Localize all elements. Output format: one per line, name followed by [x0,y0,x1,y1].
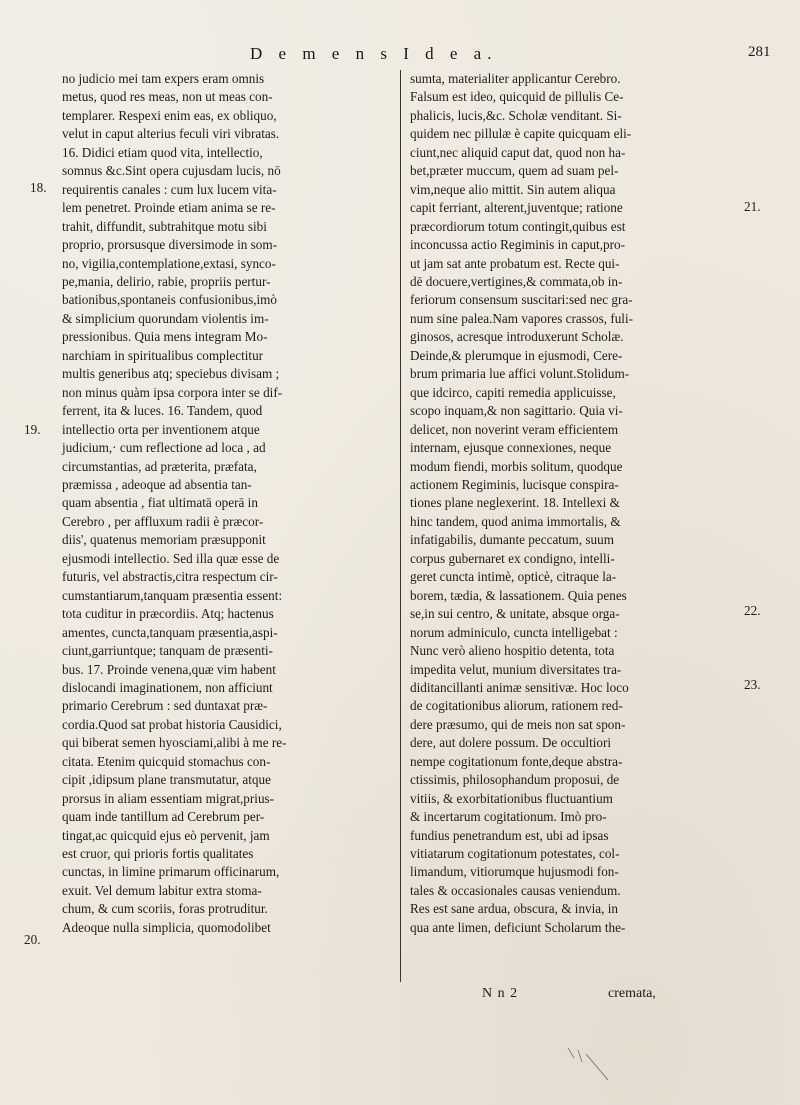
text-line: ejusmodi intellectio. Sed illa quæ esse de [62,550,280,566]
text-line: bationibus,spontaneis confusionibus,imò [62,292,278,308]
text-line: vitiis, & exorbitationibus fluctuantium [410,790,613,806]
text-line: pressionibus. Quia mens integram Mo- [62,329,268,345]
text-line: diditancillanti animæ sensitivæ. Hoc loco [410,679,629,695]
text-line: tales & occasionales causas veniendum. [410,882,621,898]
text-line: limandum, vitiorumque hujusmodi fon- [410,864,619,880]
text-line: no judicio mei tam expers eram omnis [62,71,265,86]
text-line: tingat,ac quicquid ejus eò pervenit, jam [62,827,270,843]
text-line: brum primaria lue affici volunt.Stolidum- [410,366,630,382]
text-line: trahit, diffundit, subtrahitque motu sibi [62,218,267,234]
text-line: citata. Etenim quicquid stomachus con- [62,753,271,769]
text-line: que idcirco, capiti remedia applicuisse, [410,384,616,400]
text-line: diis', quatenus memoriam præsupponit [62,532,266,548]
text-line: bus. 17. Proinde venena,quæ vim habent [62,661,276,677]
text-line: ciunt,garriuntque; tanquam de præsenti- [62,643,273,659]
margin-number-right: 21. [744,199,761,214]
text-line: futuris, vel abstractis,citra respectum cir- [62,569,278,585]
text-line: dislocandi imaginationem, non afficiunt [62,679,273,695]
text-line: 16. Didici etiam quod vita, intellectio, [62,144,263,160]
text-line: cumstantiarum,tanquam præsentia essent: [62,587,283,603]
text-line: prorsus in aliam essentiam migrat,prius- [62,790,275,806]
text-line: corpus gubernaret ex condigno, intelli- [410,550,615,566]
text-line: num sine palea.Nam vapores crassos, fuli- [410,310,634,326]
text-line: vitiatarum cogitationum potestates, col- [410,846,620,862]
text-line: tota cuditur in præcordiis. Atq; hactenus [62,606,274,622]
text-line: velut in caput alterius feculi viri vibratas. [62,126,280,142]
text-line: circumstantias, ad præterita, præfata, [62,458,257,474]
text-line: bet,præter muccum, quem ad suam pel- [410,163,619,179]
text-line: delicet, non noverint veram efficientem [410,421,619,437]
text-line: Deinde,& plerumque in ejusmodi, Cere- [410,347,623,363]
text-line: chum, & cum scoriis, foras protruditur. [62,901,268,917]
text-line: est cruor, qui prioris fortis qualitates [62,846,254,862]
text-line: ciunt,nec aliquid caput dat, quod non ha- [410,144,626,160]
stray-ink-mark [560,1044,620,1084]
text-line: amentes, cuncta,tanquam præsentia,aspi- [62,624,278,640]
text-line: modum fiendi, morbis solitum, quodque [410,458,623,474]
text-line: sumta, materialiter applicantur Cerebro. [410,71,621,86]
text-line: dere, aut dolere possum. De occultiori [410,735,612,751]
text-line: præcordiorum totum contingit,quibus est [410,218,626,234]
text-line: feriorum consensum suscitari:sed nec gra- [410,292,633,308]
text-line: templarer. Respexi enim eas, ex obliquo, [62,107,277,123]
left-text-column [62,70,390,937]
text-line: impedita velut, munium diversitates tra- [410,661,622,677]
margin-number-left: 19. [24,422,41,437]
text-line: hinc tandem, quod anima immortalis, & [410,513,621,529]
text-line: dē docuere,vertigines,& commata,ob in- [410,273,623,289]
text-line: somnus &c.Sint opera cujusdam lucis, nō [62,163,281,179]
text-line: qui biberat semen hyosciami,alibi à me re- [62,735,287,751]
text-line: actionem Regiminis, lucisque conspira- [410,476,619,492]
text-line: inconcussa actio Regiminis in caput,pro- [410,237,625,253]
margin-number-left: 18. [30,180,47,195]
text-line: geret cuncta intimè, opticè, citraque la- [410,569,617,585]
signature-mark: N n 2 [482,986,519,1001]
text-line: primario Cerebrum : sed duntaxat præ- [62,698,268,714]
text-line: cordia.Quod sat probat historia Causidici, [62,716,282,732]
running-title: D e m e n s I d e a. [250,44,498,63]
text-line: multis generibus atq; speciebus divisam ; [62,366,280,382]
text-line: vim,neque alio mittit. Sin autem aliqua [410,181,616,197]
text-line: norum adminiculo, cuncta intelligebat : [410,624,618,640]
right-text-column [410,70,736,937]
text-line: nempe cogitationum fonte,deque abstra- [410,753,623,769]
text-line: se,in sui centro, & unitate, absque orga- [410,606,620,622]
text-line: pe,mania, delirio, rabie, propriis pertur- [62,273,271,289]
column-divider [400,70,401,982]
text-line: quam inde tantillum ad Cerebrum per- [62,809,265,825]
margin-number-right: 23. [744,677,761,692]
text-line: & incertarum cogitationum. Imò pro- [410,809,607,825]
text-line: judicium,· cum reflectione ad loca , ad [62,440,266,456]
text-line: narchiam in spiritualibus complectitur [62,347,264,363]
text-line: proprio, prorsusque diversimode in som- [62,237,277,253]
text-line: infatigabilis, dumante peccatum, suum [410,532,614,548]
text-line: de cogitationibus aliorum, rationem red- [410,698,623,714]
text-line: & simplicium quorundam violentis im- [62,310,269,326]
text-line: fundius penetrandum est, ubi ad ipsas [410,827,609,843]
margin-number-left: 20. [24,932,41,947]
text-line: capit ferriant, alterent,juventque; ratione [410,200,623,216]
text-line: ferrent, ita & luces. 16. Tandem, quod [62,403,263,419]
text-line: scopo inquam,& non sagittario. Quia vi- [410,403,623,419]
text-line: requirentis canales : cum lux lucem vita- [62,181,277,197]
text-line: qua ante limen, deficiunt Scholarum the- [410,919,626,935]
margin-number-right: 22. [744,603,761,618]
page-number: 281 [748,44,771,60]
text-line: exuit. Vel demum labitur extra stoma- [62,882,262,898]
text-line: Nunc verò alieno hospitio detenta, tota [410,643,615,659]
text-line: cipit ,idipsum plane transmutatur, atque [62,772,271,788]
text-line: quidem nec pillulæ è capite quicquam eli- [410,126,632,142]
text-line: quam absentia , fiat ultimatā operā in [62,495,258,511]
text-line: Cerebro , per affluxum radii è præcor- [62,513,264,529]
text-line: phalicis, lucis,&c. Scholæ venditant. Si- [410,107,622,123]
catchword: cremata, [608,986,656,1001]
text-line: tiones plane neglexerint. 18. Intellexi & [410,495,620,511]
text-line: ctissimis, philosophandum proposui, de [410,772,620,788]
text-line: borem, tædia, & lassationem. Quia penes [410,587,627,603]
text-line: cunctas, in limine primarum officinarum, [62,864,280,880]
text-line: no, vigilia,contemplatione,extasi, synco- [62,255,276,271]
text-line: internam, ejusque connexiones, neque [410,440,612,456]
text-line: non minus quàm ipsa corpora inter se dif- [62,384,283,400]
text-line: metus, quod res meas, non ut meas con- [62,89,273,105]
text-line: lem penetret. Proinde etiam anima se re- [62,200,276,216]
text-line: Adeoque nulla simplicia, quomodolibet [62,919,271,935]
text-line: Res est sane ardua, obscura, & invia, in [410,901,619,917]
text-line: ginosos, acresque introduxerunt Scholæ. [410,329,624,345]
text-line: ut jam sat ante probatum est. Recte qui- [410,255,620,271]
text-line: dere præsumo, qui de meis non sat spon- [410,716,626,732]
text-line: Falsum est ideo, quicquid de pillulis Ce- [410,89,624,105]
text-line: præmissa , adeoque ad absentia tan- [62,476,252,492]
text-line: intellectio orta per inventionem atque [62,421,260,437]
